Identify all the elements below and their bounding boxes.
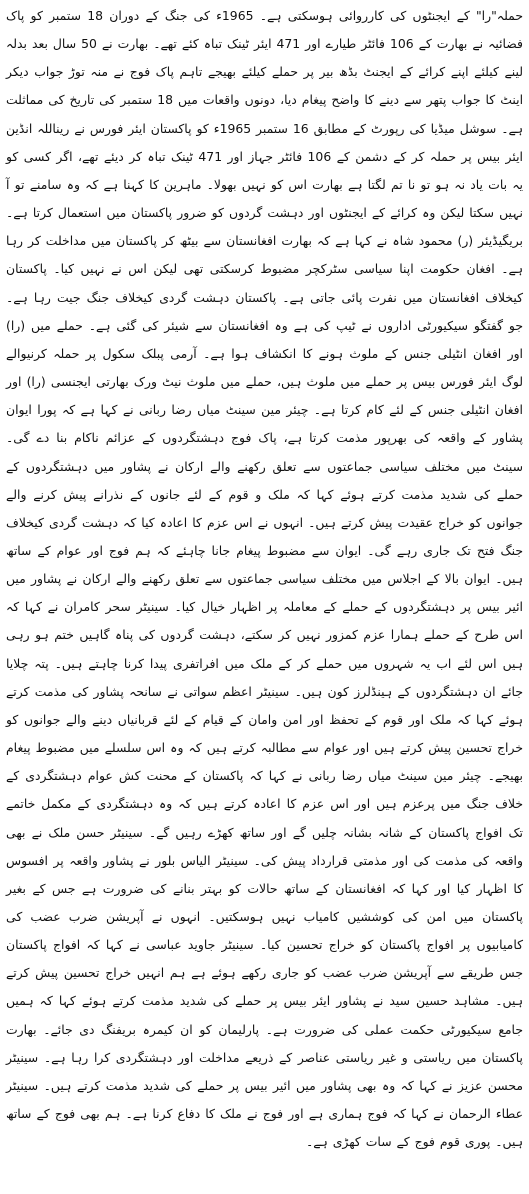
article-body: حملہ"را" کے ایجنٹوں کی کارروائی ہوسکتی ہے۔ 1965ء کی جنگ کے دوران 18 ستمبر کو پاک فضائیہ نے بھارت کے 106 فائٹر طیارے اور 471 ایئر ٹینک تباہ کئے تھے۔ بھارت نے 50 سال بعد بدلہ لینے کیلئے اپنے کرائے کے ایجنٹ بڈھ بیر پر حملے کیلئے بھیجے تاہم پاک فوج نے منہ توڑ جواب دیکر اینٹ کا جواب پتھر سے دینے کا واضح پیغام دیا، دونوں واقعات میں 18 ستمبر کی تاریخ کی مماثلت ہے۔ سوشل میڈیا کی رپورٹ کے مطابق 16 ستمبر 1965ء کو پاکستان ایئر فورس نے ریناللہ انڈین ایئر بیس پر حملہ کر کے دشمن کے 106 فائٹر جہاز اور 471 ٹینک تباہ کر دیئے تھے، اگر کسی کو یہ بات یاد نہ ہو تو نا تم لگتا ہے بھارت اس کو نہیں بھولا۔ ماہرین کا کہنا ہے کہ وہ سامنے تو آ نہیں سکتا لیکن وہ کرائے کے ایجنٹوں اور دہشت گردوں کو ضرور پاکستان میں استعمال کرتا ہے۔ بریگیڈیئر (ر) محمود شاہ نے کہا ہے کہ بھارت افغانستان سے بیٹھ کر پاکستان میں مداخلت کر رہا ہے۔ افغان حکومت اپنا سیاسی سٹرکچر مضبوط کرسکتی تھی لیکن اس نے نہیں کیا۔ پاکستان کیخلاف افغانستان میں نفرت پائی جاتی ہے۔ پاکستان دہشت گردی کیخلاف جنگ جیت رہا ہے۔ جو گفتگو سیکیورٹی اداروں نے ٹیپ کی ہے وہ افغانستان سے شیئر کی گئی ہے۔ حملے میں (را) اور افغان انٹیلی جنس کے ملوث ہونے کا انکشاف ہوا ہے۔ آرمی پبلک سکول پر حملہ کرنیوالے لوگ ایئر فورس بیس پر حملے میں ملوث ہیں، حملے میں ملوث نیٹ ورک بھارتی ایجنسی (را) اور افغان انٹیلی جنس کے لئے کام کرتا ہے۔ چیئر مین سینٹ میاں رضا ربانی نے کہا ہے کہ پورا ایوان پشاور کے واقعہ کی بھرپور مذمت کرتا ہے، پاک فوج دہشتگردوں کے عزائم ناکام بنا دے گی۔ سینٹ میں مختلف سیاسی جماعتوں سے تعلق رکھنے والے ارکان نے پشاور میں دہشتگردوں کے حملے کی شدید مذمت کرتے ہوئے کہا کہ ملک و قوم کے لئے جانوں کے نذرانے پیش کرنے والے جوانوں کو خراج عقیدت پیش کرتے ہیں۔ انہوں نے اس عزم کا اعادہ کیا کہ دہشت گردی کیخلاف جنگ فتح تک جاری رہے گی۔ ایوان سے مضبوط پیغام جانا چاہئے کہ ہم فوج اور عوام کے ساتھ ہیں۔ ایوان بالا کے اجلاس میں مختلف سیاسی جماعتوں سے تعلق رکھنے والے ارکان نے پشاور میں ائیر بیس پر دہشتگردوں کے حملے کے معاملہ پر اظہار خیال کیا۔ سینیٹر سحر کامران نے کہا کہ اس طرح کے حملے ہمارا عزم کمزور نہیں کر سکتے، دہشت گردوں کی پناہ گاہیں ختم ہو رہی ہیں اس لئے اب یہ شہروں میں حملے کر کے ملک میں افراتفری پیدا کرنا چاہتے ہیں۔ پتہ چلایا جائے ان دہشتگردوں کے ہینڈلرز کون ہیں۔ سینیٹر اعظم سواتی نے سانحہ پشاور کی مذمت کرتے ہوئے کہا کہ ملک اور قوم کے تحفظ اور امن وامان کے قیام کے لئے قربانیاں دینے والے جوانوں کو خراج تحسین پیش کرتے ہیں اور عوام سے مطالبہ کرتے ہیں کہ وہ اس سلسلے میں مضبوط پیغام بھیجے۔ چیئر مین سینٹ میاں رضا ربانی نے کہا کہ پاکستان کے محنت کش عوام دہشتگردی کے خلاف جنگ میں پرعزم ہیں اور اس عزم کا اعادہ کرتے ہیں کہ وہ دہشتگردی کے مکمل خاتمے تک افواج پاکستان کے شانہ بشانہ چلیں گے اور ساتھ کھڑے رہیں گے۔ سینیٹر حسن ملک نے بھی واقعہ کی مذمت کی اور مذمتی قرارداد پیش کی۔ سینیٹر الیاس بلور نے پشاور واقعہ پر افسوس کا اظہار کیا اور کہا کہ افغانستان کے ساتھ حالات کو بہتر بنانے کی ضرورت ہے جس کے بغیر پاکستان میں امن کی کوششیں کامیاب نہیں ہوسکتیں۔ انہوں نے آپریشن ضرب عضب کی کامیابیوں پر افواج پاکستان کو خراج تحسین کیا۔ سینیٹر جاوید عباسی نے کہا کہ افواج پاکستان جس طریقے سے آپریشن ضرب عضب کو جاری رکھے ہوئے ہے ہم انہیں خراج تحسین پیش کرتے ہیں۔ مشاہد حسین سید نے پشاور ایئر بیس پر حملے کی شدید مذمت کرتے ہوئے کہا کہ ہمیں جامع سیکیورٹی حکمت عملی کی ضرورت ہے۔ پارلیمان کو ان کیمرہ بریفنگ دی جائے۔ بھارت پاکستان میں ریاستی و غیر ریاستی عناصر کے ذریعے مداخلت اور دہشتگردی کرا رہا ہے۔ سینیٹر محسن عزیز نے کہا کہ وہ بھی پشاور میں ائیر بیس پر حملے کی شدید مذمت کرتے ہیں۔ سینیٹر عطاء الرحمان نے کہا کہ فوج ہماری ہے اور فوج نے ملک کا دفاع کرنا ہے۔ ہم بھی فوج کے ساتھ ہیں۔ پوری قوم فوج کے سات کھڑی ہے۔ xyxy=(6,8,524,1150)
